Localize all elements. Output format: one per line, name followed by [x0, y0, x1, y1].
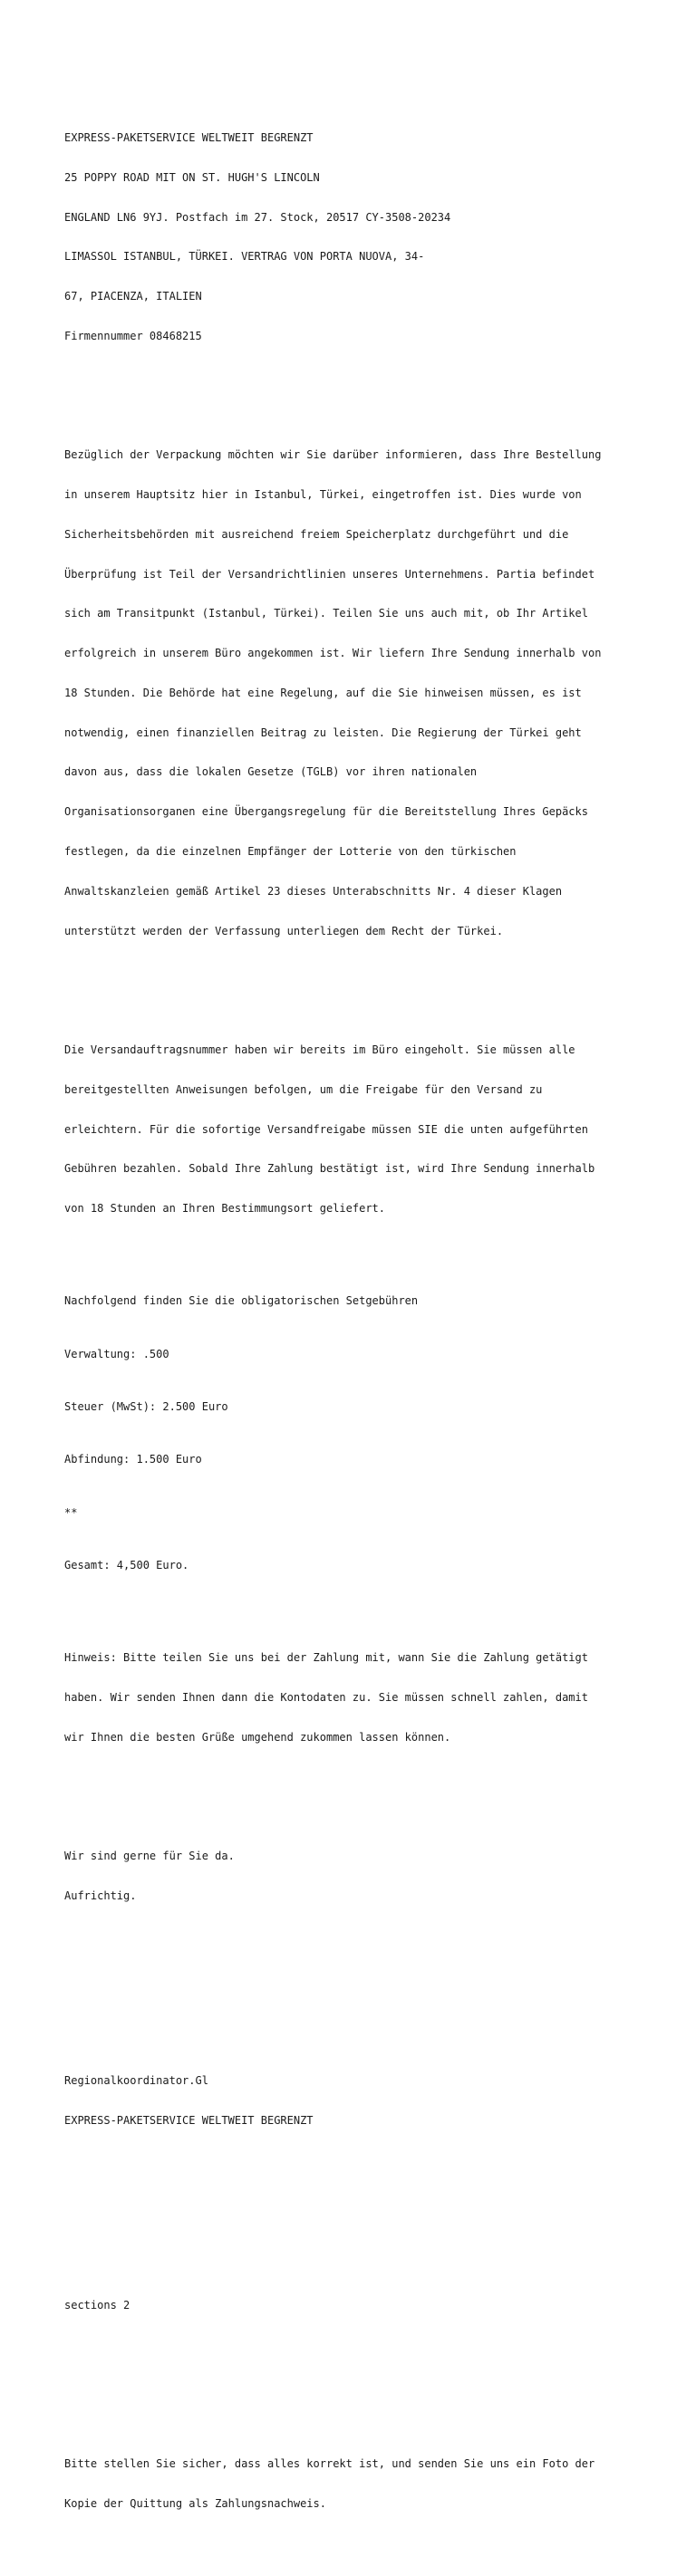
paragraph-line: von 18 Stunden an Ihren Bestimmungsort geliefert. — [64, 1202, 386, 1216]
paragraph-shipment-info — [64, 422, 644, 964]
signature-company: EXPRESS-PAKETSERVICE WELTWEIT BEGRENZT — [64, 2113, 314, 2127]
paragraph-line: Sicherheitsbehörden mit ausreichend freiem Speicherplatz durchgeführt und die — [64, 527, 569, 541]
paragraph-line: sich am Transitpunkt (Istanbul, Türkei). Teilen Sie uns auch mit, ob Ihr Artikel — [64, 607, 588, 620]
paragraph-line: davon aus, dass die lokalen Gesetze (TGLB) vor ihren nationalen — [64, 765, 478, 779]
letterhead-line: 67, PIACENZA, ITALIEN — [64, 290, 202, 303]
paragraph-line: Organisationsorganen eine Übergangsregelung für die Bereitstellung Ihres Gepäcks — [64, 805, 588, 819]
fee-settlement: Abfindung: 1.500 Euro — [64, 1453, 202, 1466]
instruction-line: Bitte stellen Sie sicher, dass alles korrekt ist, und senden Sie uns ein Foto der — [64, 2456, 595, 2470]
letterhead-line: EXPRESS-PAKETSERVICE WELTWEIT BEGRENZT — [64, 130, 314, 144]
note-line: wir Ihnen die besten Grüße umgehend zukommen lassen können. — [64, 1730, 451, 1744]
paragraph-line: Anwaltskanzleien gemäß Artikel 23 dieses Unterabschnitts Nr. 4 dieser Klagen — [64, 884, 563, 898]
section-label: sections 2 — [64, 2298, 130, 2312]
instruction-line: Kopie der Quittung als Zahlungsnachweis. — [64, 2496, 326, 2510]
company-number: Firmennummer 08468215 — [64, 329, 202, 342]
closing-line: Wir sind gerne für Sie da. — [64, 1850, 235, 1863]
signature-block — [64, 2048, 644, 2154]
paragraph-line: Die Versandauftragsnummer haben wir bereits im Büro eingeholt. Sie müssen alle — [64, 1043, 575, 1056]
paragraph-line: bereitgestellten Anweisungen befolgen, um die Freigabe für den Versand zu — [64, 1082, 543, 1096]
spacer — [64, 1982, 644, 2008]
letter-document — [64, 65, 644, 2576]
paragraph-line: festlegen, da die einzelnen Empfänger der Lotterie von den türkischen — [64, 845, 517, 859]
letterhead — [64, 105, 644, 370]
paragraph-line: notwendig, einen finanziellen Beitrag zu leisten. Die Regierung der Türkei geht — [64, 726, 582, 739]
note-line: haben. Wir senden Ihnen dann die Kontodaten zu. Sie müssen schnell zahlen, damit — [64, 1691, 588, 1705]
paragraph-order-number — [64, 1017, 644, 1242]
closing-sign-off: Aufrichtig. — [64, 1889, 137, 1902]
signature-name: Regionalkoordinator.Gl — [64, 2074, 208, 2088]
paragraph-line: erleichtern. Für die sofortige Versandfreigabe müssen SIE die unten aufgeführten — [64, 1122, 588, 1136]
letterhead-line: ENGLAND LN6 9YJ. Postfach im 27. Stock, 20517 CY-3508-20234 — [64, 210, 451, 224]
paragraph-line: Gebühren bezahlen. Sobald Ihre Zahlung bestätigt ist, wird Ihre Sendung innerhalb — [64, 1162, 595, 1176]
letterhead-line: LIMASSOL ISTANBUL, TÜRKEI. VERTRAG VON PORTA NUOVA, 34- — [64, 250, 425, 264]
separator: ** — [64, 1505, 78, 1519]
paragraph-line: Überprüfung ist Teil der Versandrichtlinien unseres Unternehmens. Partia befindet — [64, 567, 595, 581]
letterhead-line: 25 POPPY ROAD MIT ON ST. HUGH'S LINCOLN — [64, 170, 320, 184]
spacer — [64, 2365, 644, 2391]
paragraph-line: Bezüglich der Verpackung möchten wir Sie darüber informieren, dass Ihre Bestellung — [64, 448, 602, 462]
paragraph-line: unterstützt werden der Verfassung unterliegen dem Recht der Türkei. — [64, 924, 504, 937]
closing — [64, 1823, 644, 1929]
note-line: Hinweis: Bitte teilen Sie uns bei der Zahlung mit, wann Sie die Zahlung getätigt — [64, 1651, 588, 1665]
fees-intro: Nachfolgend finden Sie die obligatorischen Setgebühren — [64, 1294, 419, 1308]
paragraph-line: in unserem Hauptsitz hier in Istanbul, Türkei, eingetroffen ist. Dies wurde von — [64, 488, 582, 501]
fee-tax: Steuer (MwSt): 2.500 Euro — [64, 1399, 228, 1413]
total-amount: Gesamt: 4,500 Euro. — [64, 1559, 189, 1572]
spacer — [64, 2206, 644, 2259]
payment-note — [64, 1625, 644, 1771]
paragraph-line: erfolgreich in unserem Büro angekommen ist. Wir liefern Ihre Sendung innerhalb von — [64, 647, 602, 660]
footer-instruction — [64, 2431, 644, 2537]
paragraph-line: 18 Stunden. Die Behörde hat eine Regelung, auf die Sie hinweisen müssen, es ist — [64, 686, 582, 699]
fee-admin: Verwaltung: .500 — [64, 1347, 169, 1360]
